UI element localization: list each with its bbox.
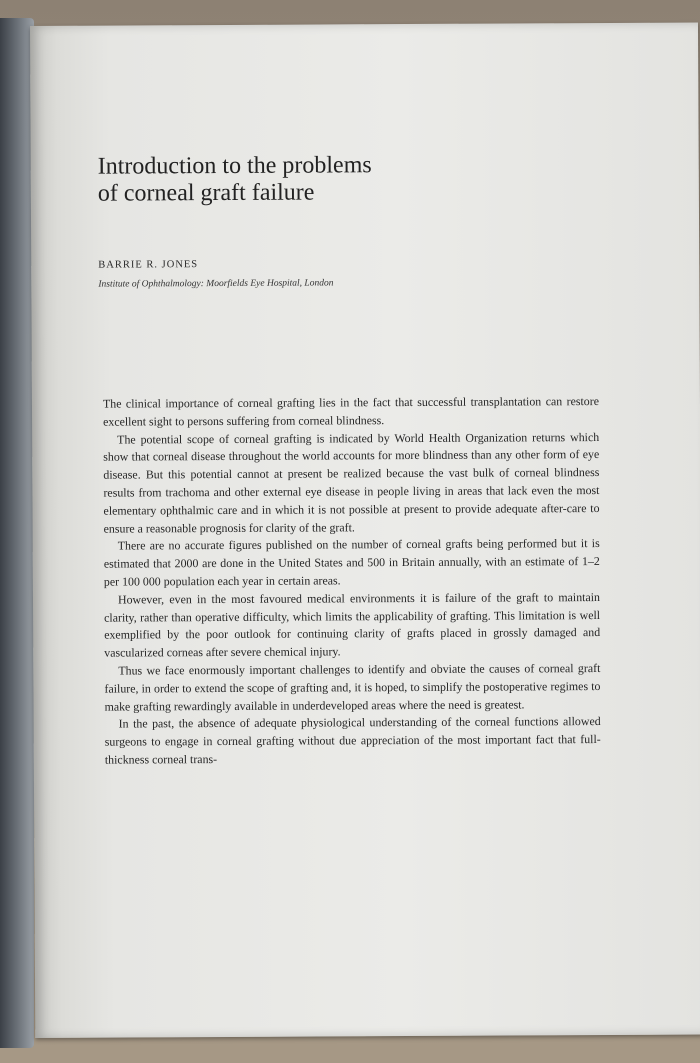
title-line-2: of corneal graft failure — [97, 179, 315, 207]
paragraph-5: Thus we face enormously important challenges to identify and obviate the causes of corneal graft failure, in order to extend the scope of grafting and, it is hoped, to simplify the postoperative regimes to make grafting rewardingly available in underdeveloped areas where the need is greatest. — [104, 660, 601, 714]
paragraph-6: In the past, the absence of adequate physiological understanding of the corneal functions allowed surgeons to engage in corneal grafting without due appreciation of the most important fact that full-thickness corneal trans- — [104, 714, 601, 767]
book-page — [30, 23, 700, 1038]
author-affiliation: Institute of Ophthalmology: Moorfields Eye Hospital, London — [98, 278, 334, 290]
article-title — [98, 151, 518, 207]
title-line-1: Introduction to the problems — [97, 152, 372, 180]
paragraph-2: The potential scope of corneal grafting is indicated by World Health Organization returns which show that corneal disease throughout the world accounts for more blindness than any other form of eye disease. But this potential cannot at present be realized because the vast bulk of corneal blindness results from trachoma and other external eye disease in people living in areas that lack even the most elementary ophthalmic care and in which it is not possible at present to provide adequate after-care to ensure a reasonable prognosis for clarity of the graft. — [103, 429, 600, 536]
article-body — [103, 393, 601, 769]
paragraph-1: The clinical importance of corneal grafting lies in the fact that successful transplantation can restore excellent sight to persons suffering from corneal blindness. — [102, 394, 600, 429]
paragraph-4: However, even in the most favoured medical environments it is failure of the graft to maintain clarity, rather than operative difficulty, which limits the applicability of grafting. This limitation is well exemplified by the poor outlook for continuing clarity of grafts placed in grossly damaged and vascularized corneas after severe chemical injury. — [104, 589, 601, 660]
author-name: BARRIE R. JONES — [98, 259, 199, 271]
paragraph-3: There are no accurate figures published on the number of corneal grafts being performed but it is estimated that 2000 are done in the United States and 500 in Britain annually, with an estimate of 1–2 per 100 000 population each year in certain areas. — [103, 536, 600, 589]
book-cover-edge — [0, 18, 34, 1048]
